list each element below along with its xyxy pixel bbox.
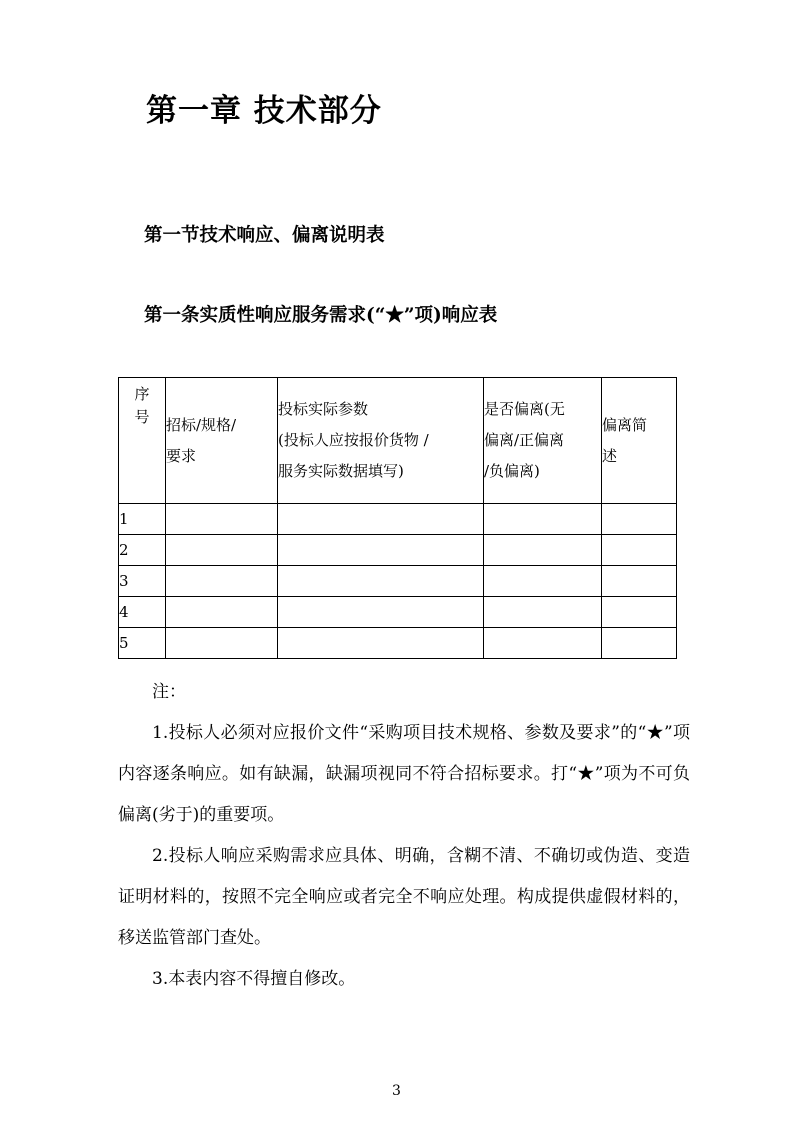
cell-param[interactable] xyxy=(278,504,484,535)
cell-spec[interactable] xyxy=(166,597,278,628)
column-header-deviation-line1: 是否偏离(无 xyxy=(484,400,565,419)
table-header-row xyxy=(119,378,677,504)
section-heading-2: 第一条实质性响应服务需求(“★”项)响应表 xyxy=(144,305,498,326)
column-header-deviation-line2: 偏离/正偏离 xyxy=(484,431,565,450)
cell-param[interactable] xyxy=(278,597,484,628)
cell-param[interactable] xyxy=(278,535,484,566)
column-header-note-line1: 偏离简 xyxy=(602,415,648,434)
column-header-spec-line2: 要求 xyxy=(166,446,197,465)
cell-deviation[interactable] xyxy=(484,566,602,597)
cell-seq: 2 xyxy=(119,535,166,566)
cell-deviation[interactable] xyxy=(484,597,602,628)
column-header-spec xyxy=(166,378,278,504)
cell-deviation[interactable] xyxy=(484,504,602,535)
cell-seq: 1 xyxy=(119,504,166,535)
cell-spec[interactable] xyxy=(166,504,278,535)
column-header-deviation xyxy=(484,378,602,504)
cell-seq: 4 xyxy=(119,597,166,628)
table-row xyxy=(119,597,677,628)
cell-note[interactable] xyxy=(602,504,677,535)
cell-deviation[interactable] xyxy=(484,535,602,566)
column-header-spec-line1: 招标/规格/ xyxy=(166,415,237,434)
column-header-note-line2: 述 xyxy=(602,446,618,465)
cell-param[interactable] xyxy=(278,566,484,597)
notes-label: 注： xyxy=(152,682,186,702)
column-header-param-line2: (投标人应按报价货物 / xyxy=(278,431,429,450)
cell-note[interactable] xyxy=(602,535,677,566)
table-row xyxy=(119,566,677,597)
technical-response-table xyxy=(118,377,677,659)
page-title: 第一章 技术部分 xyxy=(146,93,382,129)
column-header-deviation-line3: /负偏离) xyxy=(484,461,540,480)
cell-spec[interactable] xyxy=(166,535,278,566)
column-header-seq-line1: 序 xyxy=(134,385,150,403)
note-item-2: 2.投标人响应采购需求应具体、明确，含糊不清、不确切或伪造、变造证明材料的，按照不完全响应或者完全不响应处理。构成提供虚假材料的，移送监管部门查处。 xyxy=(118,846,690,948)
section-heading-1: 第一节技术响应、偏离说明表 xyxy=(144,225,385,246)
cell-seq: 5 xyxy=(119,628,166,659)
cell-param[interactable] xyxy=(278,628,484,659)
table-row xyxy=(119,535,677,566)
column-header-param-line3: 服务实际数据填写) xyxy=(278,461,404,480)
page-number: 3 xyxy=(392,1083,401,1099)
column-header-param-line1: 投标实际参数 xyxy=(278,400,369,419)
column-header-note xyxy=(602,378,677,504)
cell-note[interactable] xyxy=(602,628,677,659)
notes-block xyxy=(118,672,690,1000)
note-item-3: 3.本表内容不得擅自修改。 xyxy=(152,969,356,989)
cell-spec[interactable] xyxy=(166,628,278,659)
column-header-seq xyxy=(119,378,166,504)
cell-deviation[interactable] xyxy=(484,628,602,659)
cell-note[interactable] xyxy=(602,597,677,628)
note-item-1: 1.投标人必须对应报价文件“采购项目技术规格、参数及要求”的“★”项内容逐条响应。如有缺漏，缺漏项视同不符合招标要求。打“★”项为不可负偏离(劣于)的重要项。 xyxy=(118,723,690,825)
table-row xyxy=(119,504,677,535)
column-header-param xyxy=(278,378,484,504)
column-header-seq-line2: 号 xyxy=(134,408,150,427)
cell-seq: 3 xyxy=(119,566,166,597)
cell-spec[interactable] xyxy=(166,566,278,597)
table-row xyxy=(119,628,677,659)
cell-note[interactable] xyxy=(602,566,677,597)
